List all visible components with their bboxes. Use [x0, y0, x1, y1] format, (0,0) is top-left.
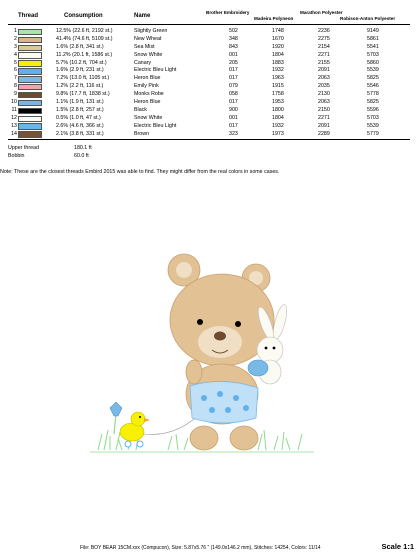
consumption-cell: 5.7% (10.2 ft, 704 st.)	[56, 59, 107, 66]
consumption-cell: 1.2% (2.2 ft, 116 st.)	[56, 83, 104, 90]
table-row	[0, 75, 416, 83]
table-row	[0, 36, 416, 44]
thread-name-cell: Sea Mist	[134, 43, 155, 50]
table-row	[0, 131, 416, 139]
consumption-cell: 1.1% (1.9 ft, 131 st.)	[56, 99, 104, 106]
marathon-code-cell: 2130	[318, 91, 330, 98]
marathon-code-cell: 2271	[318, 51, 330, 58]
thread-index: 7	[14, 75, 17, 82]
thread-name-cell: Snow White	[134, 51, 163, 58]
table-divider	[8, 139, 410, 140]
marathon-code-cell: 2155	[318, 59, 330, 66]
thread-name-cell: Canary	[134, 59, 152, 66]
marathon-code-cell: 2150	[318, 106, 330, 113]
brother-code-cell: 323	[229, 130, 238, 137]
color-swatch	[18, 131, 42, 137]
table-row	[0, 44, 416, 52]
robison-code-cell: 5539	[367, 67, 379, 74]
embroidery-preview	[88, 238, 320, 478]
brother-code-cell: 017	[229, 122, 238, 129]
robison-code-cell: 5596	[367, 106, 379, 113]
table-row	[0, 28, 416, 36]
madeira-code-cell: 1883	[272, 59, 284, 66]
table-row	[0, 123, 416, 131]
consumption-cell: 2.6% (4.6 ft, 366 st.)	[56, 122, 104, 129]
madeira-code-cell: 1920	[272, 43, 284, 50]
table-row	[0, 52, 416, 60]
color-swatch	[18, 52, 42, 58]
madeira-code-cell: 1758	[272, 91, 284, 98]
color-swatch	[18, 45, 42, 51]
table-row	[0, 91, 416, 99]
robison-code-cell: 5539	[367, 122, 379, 129]
consumption-cell: 12.5% (22.6 ft, 2192 st.)	[56, 28, 113, 34]
consumption-cell: 0.5% (1.0 ft, 47 st.)	[56, 114, 101, 121]
brother-code-cell: 001	[229, 114, 238, 121]
robison-code-cell: 5861	[367, 35, 379, 42]
scale-label: Scale 1:1	[381, 542, 414, 551]
thread-index: 13	[11, 122, 17, 129]
madeira-code-cell: 1800	[272, 106, 284, 113]
consumption-cell: 2.1% (3.8 ft, 331 st.)	[56, 130, 104, 137]
thread-name-cell: Emily Pink	[134, 83, 159, 90]
thread-name-cell: Snow White	[134, 114, 163, 121]
consumption-cell: 9.8% (17.7 ft, 1838 st.)	[56, 91, 110, 98]
color-swatch	[18, 84, 42, 90]
madeira-code-cell: 1804	[272, 114, 284, 121]
thread-name-cell: Black	[134, 106, 147, 113]
thread-name-cell: Monks Robe	[134, 91, 164, 98]
header-marathon: Marathon Polyester	[300, 10, 343, 15]
brother-code-cell: 058	[229, 91, 238, 98]
thread-name-cell: Electric Bleu Light	[134, 67, 177, 74]
robison-code-cell: 5778	[367, 91, 379, 98]
consumption-cell: 7.2% (13.0 ft, 1105 st.)	[56, 75, 110, 82]
header-consumption: Consumption	[64, 13, 103, 19]
marathon-code-cell: 2063	[318, 99, 330, 106]
madeira-code-cell: 1748	[272, 28, 284, 34]
robison-code-cell: 5825	[367, 99, 379, 106]
table-row	[0, 83, 416, 91]
madeira-code-cell: 1953	[272, 99, 284, 106]
table-row	[0, 60, 416, 68]
consumption-cell: 11.2% (20.1 ft, 1586 st.)	[56, 51, 113, 58]
robison-code-cell: 5703	[367, 51, 379, 58]
marathon-code-cell: 2275	[318, 35, 330, 42]
madeira-code-cell: 1973	[272, 130, 284, 137]
consumption-cell: 1.6% (2.8 ft, 341 st.)	[56, 43, 104, 50]
marathon-code-cell: 2154	[318, 43, 330, 50]
robison-code-cell: 5825	[367, 75, 379, 82]
thread-index: 10	[11, 99, 17, 106]
color-swatch	[18, 37, 42, 43]
thread-index: 4	[14, 51, 17, 58]
thread-index: 8	[14, 83, 17, 90]
brother-code-cell: 900	[229, 106, 238, 113]
thread-name-cell: Brown	[134, 130, 150, 137]
madeira-code-cell: 1932	[272, 122, 284, 129]
header-robison: Robison-Anton Polyester	[340, 16, 396, 21]
robison-code-cell: 5541	[367, 43, 379, 50]
madeira-code-cell: 1932	[272, 67, 284, 74]
header-brother: Brother Embroidery	[206, 10, 250, 15]
upper-thread-value: 180.1 ft	[74, 145, 92, 151]
brother-code-cell: 348	[229, 35, 238, 42]
color-swatch	[18, 116, 42, 122]
madeira-code-cell: 1804	[272, 51, 284, 58]
thread-name-cell: Slightly Green	[134, 28, 168, 34]
header-divider	[8, 24, 410, 25]
robison-code-cell: 5703	[367, 114, 379, 121]
thread-name-cell: Electric Bleu Light	[134, 122, 177, 129]
robison-code-cell: 5860	[367, 59, 379, 66]
table-row	[0, 67, 416, 75]
marathon-code-cell: 2091	[318, 122, 330, 129]
brother-code-cell: 017	[229, 99, 238, 106]
madeira-code-cell: 1670	[272, 35, 284, 42]
thread-index: 5	[14, 59, 17, 66]
table-row	[0, 99, 416, 107]
thread-index: 3	[14, 43, 17, 50]
color-swatch	[18, 100, 42, 106]
brother-code-cell: 205	[229, 59, 238, 66]
brother-code-cell: 001	[229, 51, 238, 58]
thread-index: 11	[11, 106, 17, 113]
color-swatch	[18, 123, 42, 129]
color-swatch	[18, 60, 42, 66]
marathon-code-cell: 2035	[318, 83, 330, 90]
table-row	[0, 115, 416, 123]
header-name: Name	[134, 13, 151, 19]
thread-index: 2	[14, 35, 17, 42]
marathon-code-cell: 2236	[318, 28, 330, 34]
madeira-code-cell: 1963	[272, 75, 284, 82]
marathon-code-cell: 2289	[318, 130, 330, 137]
brother-code-cell: 079	[229, 83, 238, 90]
robison-code-cell: 5779	[367, 130, 379, 137]
brother-code-cell: 017	[229, 67, 238, 74]
color-swatch	[18, 76, 42, 82]
thread-name-cell: Heron Blue	[134, 75, 161, 82]
thread-name-cell: Heron Blue	[134, 99, 161, 106]
thread-index: 1	[14, 28, 17, 34]
file-info: File: BOY BEAR 15CM.xxx (Compucon), Size: 5.87x5.76 " (149.0x146.2 mm), Stitches: 14254, Colors: 11/14	[80, 545, 321, 551]
marathon-code-cell: 2063	[318, 75, 330, 82]
madeira-code-cell: 1915	[272, 83, 284, 90]
thread-table	[0, 28, 416, 138]
table-row	[0, 107, 416, 115]
marathon-code-cell: 2091	[318, 67, 330, 74]
thread-index: 9	[14, 91, 17, 98]
thread-name-cell: New Wheat	[134, 35, 162, 42]
brother-code-cell: 843	[229, 43, 238, 50]
disclaimer-note: Note: These are the closest threads Embird 2015 was able to find. They might differ from the real colors in some cases.	[0, 169, 280, 175]
color-swatch	[18, 68, 42, 74]
robison-code-cell: 5546	[367, 83, 379, 90]
color-swatch	[18, 108, 42, 114]
flower-icon	[110, 402, 122, 434]
thread-index: 6	[14, 67, 17, 74]
marathon-code-cell: 2271	[318, 114, 330, 121]
consumption-cell: 1.5% (2.8 ft, 257 st.)	[56, 106, 104, 113]
consumption-cell: 41.4% (74.6 ft, 5109 st.)	[56, 35, 113, 42]
header-thread: Thread	[18, 13, 39, 19]
header-madeira: Madeira Polyneon	[254, 16, 294, 21]
upper-thread-label: Upper thread	[8, 145, 39, 151]
thread-index: 14	[11, 130, 17, 137]
color-swatch	[18, 29, 42, 35]
thread-index: 12	[11, 114, 17, 121]
bobbin-label: Bobbin	[8, 153, 25, 159]
table-header	[0, 9, 416, 23]
bobbin-value: 60.0 ft	[74, 153, 89, 159]
color-swatch	[18, 92, 42, 98]
brother-code-cell: 017	[229, 75, 238, 82]
brother-code-cell: 502	[229, 28, 238, 34]
consumption-cell: 1.6% (2.9 ft, 231 st.)	[56, 67, 104, 74]
robison-code-cell: 9149	[367, 28, 379, 34]
